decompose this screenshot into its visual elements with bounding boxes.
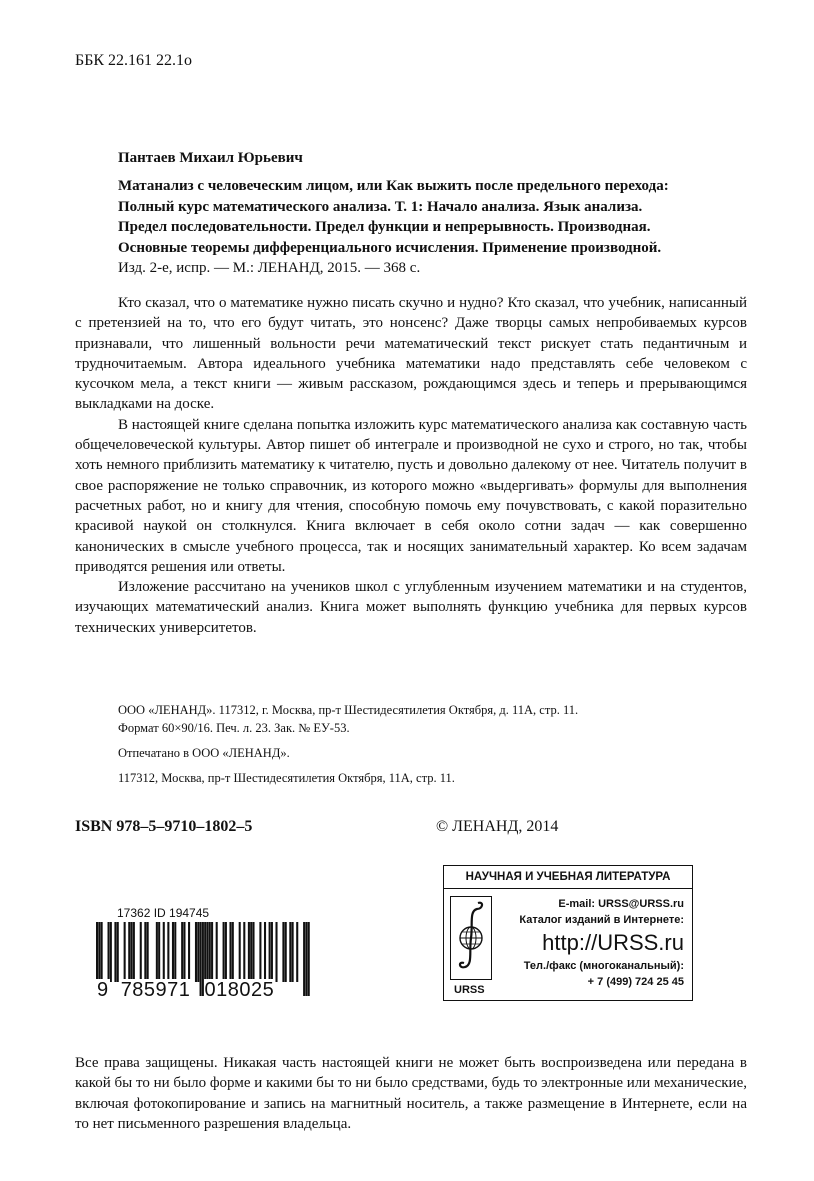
barcode-bar [282, 922, 284, 982]
barcode-bar [225, 922, 227, 982]
barcode-bar [223, 922, 225, 982]
barcode-bar [158, 922, 160, 982]
urss-phone: + 7 (499) 724 25 45 [587, 976, 684, 988]
barcode-digits-right: 018025 [204, 979, 275, 1001]
printer-address: 117312, Москва, пр-т Шестидесятилетия Октября, 11А, стр. 11. [118, 771, 455, 785]
barcode-bar [108, 922, 110, 982]
annotation-paragraph: Кто сказал, что о математике нужно писать скучно и нудно? Кто сказал, что учебник, написанный с претензией на то, что его будут читать, это нонсенс? Даже творцы самых непробиваемых курсов признавали, что лишенный вольности речи математический текст рискует стать педантичным и трудночитаемым. Автора идеального учебника математики надо представлять себе человеком с кусочком мела, а текст книги — живым рассказом, рождающимся здесь и теперь и прерывающимся выкладками на доске. [75, 295, 747, 413]
barcode-bar [296, 922, 298, 982]
urss-header: НАУЧНАЯ И УЧЕБНАЯ ЛИТЕРАТУРА [444, 866, 692, 889]
barcode-bar [117, 922, 119, 982]
urss-site: http://URSS.ru [542, 930, 684, 955]
barcode-bar [140, 922, 142, 982]
barcode-bar [229, 922, 231, 982]
annotation [75, 293, 747, 638]
annotation-paragraph: В настоящей книге сделана попытка изложить курс математического анализа как составную часть общечеловеческой культуры. Автор пишет об интеграле и производной не сухо и строго, но так, чтобы хоть немного приблизить математику к читателю, пусть и довольно далекому от нее. Читатель получит в свое распоряжение не только справочник, из которого можно «выдергивать» формулы для выполнения расчетных работ, но и книгу для чтения, способную помочь ему почувствовать, с какой поразительно красивой наукой он столкнулся. Книга включает в себя около сотни задач — как совершенно канонических в смысле учебного процесса, так и носящих занимательный характер. Ко всем задачам приводятся решения или ответы. [75, 416, 747, 575]
barcode-bar [271, 922, 273, 982]
barcode-bar [156, 922, 158, 982]
barcode-bar [248, 922, 250, 982]
annotation-paragraph: Изложение рассчитано на учеников школ с углубленным изучением математики и на студентов, изучающих математический анализ. Книга может выполнять функцию учебника для первых курсов технических университетов. [75, 579, 747, 636]
barcode-bar [275, 922, 277, 982]
barcode-digit-first: 9 [97, 979, 109, 1001]
barcode-bar [232, 922, 234, 982]
urss-contacts [519, 896, 684, 990]
title-line: Основные теоремы дифференциального исчисления. Применение производной. [118, 239, 662, 256]
title-line: Предел последовательности. Предел функции и непрерывность. Производная. [118, 219, 651, 235]
edition-info: Изд. 2-е, испр. — М.: ЛЕНАНД, 2015. — 368 с. [118, 260, 421, 276]
barcode-bar [144, 922, 146, 982]
barcode-bar [239, 922, 241, 982]
barcode-bar [183, 922, 185, 982]
barcode-bar [209, 922, 211, 982]
title-line: Полный курс математического анализа. Т. 1: Начало анализа. Язык анализа. [118, 198, 643, 215]
barcode-bar [292, 922, 294, 982]
barcode-bar [174, 922, 176, 982]
barcode-bar [285, 922, 287, 982]
author-name: Пантаев Михаил Юрьевич [118, 150, 303, 166]
barcode-bar [133, 922, 135, 982]
urss-catalog-label: Каталог изданий в Интернете: [519, 914, 684, 926]
barcode-digits [96, 979, 310, 1002]
barcode-bar [114, 922, 116, 982]
barcode-bar [250, 922, 252, 982]
barcode-bar [197, 922, 199, 982]
barcode-bar [110, 922, 112, 982]
imprint [118, 701, 578, 787]
barcode-bar [124, 922, 126, 982]
barcode-bar [216, 922, 218, 982]
barcode-bar [264, 922, 266, 982]
barcode-bar [163, 922, 165, 982]
barcode-bar [289, 922, 291, 982]
publisher-address: ООО «ЛЕНАНД». 117312, г. Москва, пр-т Шестидесятилетия Октября, д. 11А, стр. 11. [118, 703, 579, 717]
copyright-notice [75, 1053, 747, 1134]
barcode-bar [269, 922, 271, 982]
barcode-bar [252, 922, 254, 982]
urss-logo-icon [450, 896, 492, 980]
publisher-info-box [443, 865, 693, 1001]
barcode-bar [259, 922, 261, 982]
barcode-id: 17362 ID 194745 [117, 906, 210, 920]
barcode-bar [128, 922, 130, 982]
isbn: ISBN 978–5–9710–1802–5 [75, 818, 253, 835]
barcode-bar [167, 922, 169, 982]
rights-text: Все права защищены. Никакая часть настоящей книги не может быть воспроизведена или передана в какой бы то ни было форме и какими бы то ни было средствами, будь то электронные или механические, включая фотокопирование и запись на магнитный носитель, а также размещение в Интернете, если на то нет письменного разрешения владельца. [75, 1055, 747, 1132]
barcode-bar [243, 922, 245, 982]
barcode-bar [172, 922, 174, 982]
urss-logo-text: URSS [454, 984, 485, 996]
copyright: © ЛЕНАНД, 2014 [436, 818, 559, 835]
title-line: Матанализ с человеческим лицом, или Как выжить после предельного перехода: [118, 178, 669, 194]
barcode-bar [211, 922, 213, 982]
barcode-digits-left: 785971 [120, 979, 191, 1001]
barcode-bar [131, 922, 133, 982]
bbk-code: ББК 22.161 22.1о [75, 52, 193, 69]
print-format: Формат 60×90/16. Печ. л. 23. Зак. № ЕУ-53. [118, 721, 350, 735]
urss-phone-label: Тел./факс (многоканальный): [523, 960, 684, 972]
urss-email: E-mail: URSS@URSS.ru [558, 898, 684, 910]
barcode-bar [195, 922, 197, 982]
barcode-bar [147, 922, 149, 982]
book-title [118, 176, 748, 279]
barcode-bar [181, 922, 183, 982]
barcode-bar [188, 922, 190, 982]
printed-by: Отпечатано в ООО «ЛЕНАНД». [118, 746, 290, 760]
